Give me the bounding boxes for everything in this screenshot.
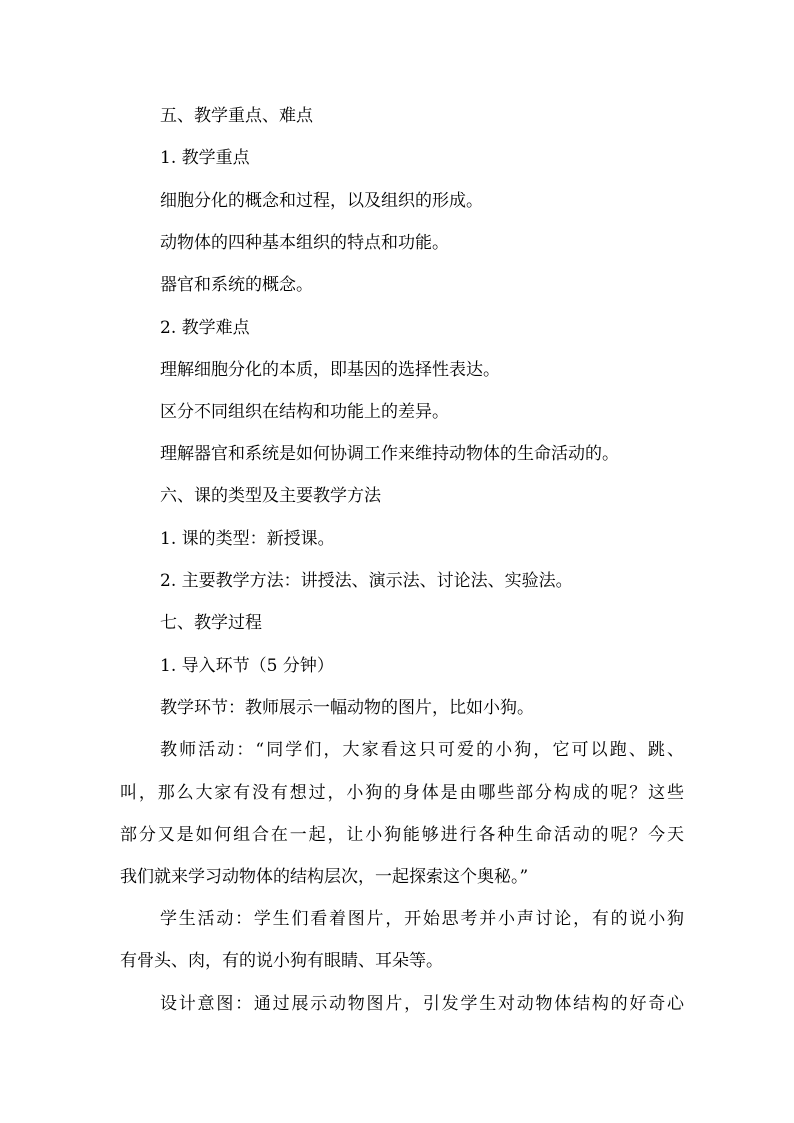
student-activity-line: 学生活动：学生们看着图片，开始思考并小声讨论，有的说小狗 bbox=[160, 909, 684, 929]
section5-heading: 五、教学重点、难点 bbox=[160, 106, 313, 126]
difficulty-item: 区分不同组织在结构和功能上的差异。 bbox=[160, 402, 449, 422]
key-point-item: 细胞分化的概念和过程，以及组织的形成。 bbox=[160, 191, 483, 211]
teaching-methods: 2. 主要教学方法：讲授法、演示法、讨论法、实验法。 bbox=[160, 571, 573, 591]
key-point-item: 动物体的四种基本组织的特点和功能。 bbox=[160, 233, 449, 253]
student-activity-line: 有骨头、肉，有的说小狗有眼睛、耳朵等。 bbox=[120, 951, 443, 971]
key-points-title: 1. 教学重点 bbox=[160, 148, 250, 168]
difficulties-title: 2. 教学难点 bbox=[160, 318, 250, 338]
lesson-type: 1. 课的类型：新授课。 bbox=[160, 529, 335, 549]
difficulty-item: 理解器官和系统是如何协调工作来维持动物体的生命活动的。 bbox=[160, 444, 619, 464]
teacher-activity-line: 部分又是如何组合在一起，让小狗能够进行各种生命活动的呢？今天 bbox=[120, 825, 684, 845]
teaching-step: 教学环节：教师展示一幅动物的图片，比如小狗。 bbox=[160, 698, 534, 718]
section7-heading: 七、教学过程 bbox=[160, 613, 262, 633]
section6-heading: 六、课的类型及主要教学方法 bbox=[160, 486, 381, 506]
design-intent-line: 设计意图：通过展示动物图片，引发学生对动物体结构的好奇心 bbox=[160, 994, 684, 1014]
intro-title: 1. 导入环节（5 分钟） bbox=[160, 656, 334, 676]
teacher-activity-line: 叫，那么大家有没有想过，小狗的身体是由哪些部分构成的呢？这些 bbox=[120, 783, 684, 803]
teacher-activity-line: 教师活动：“同学们，大家看这只可爱的小狗，它可以跑、跳、 bbox=[160, 740, 684, 760]
key-point-item: 器官和系统的概念。 bbox=[160, 275, 313, 295]
teacher-activity-line: 我们就来学习动物体的结构层次，一起探索这个奥秘。” bbox=[120, 867, 529, 887]
difficulty-item: 理解细胞分化的本质，即基因的选择性表达。 bbox=[160, 360, 500, 380]
